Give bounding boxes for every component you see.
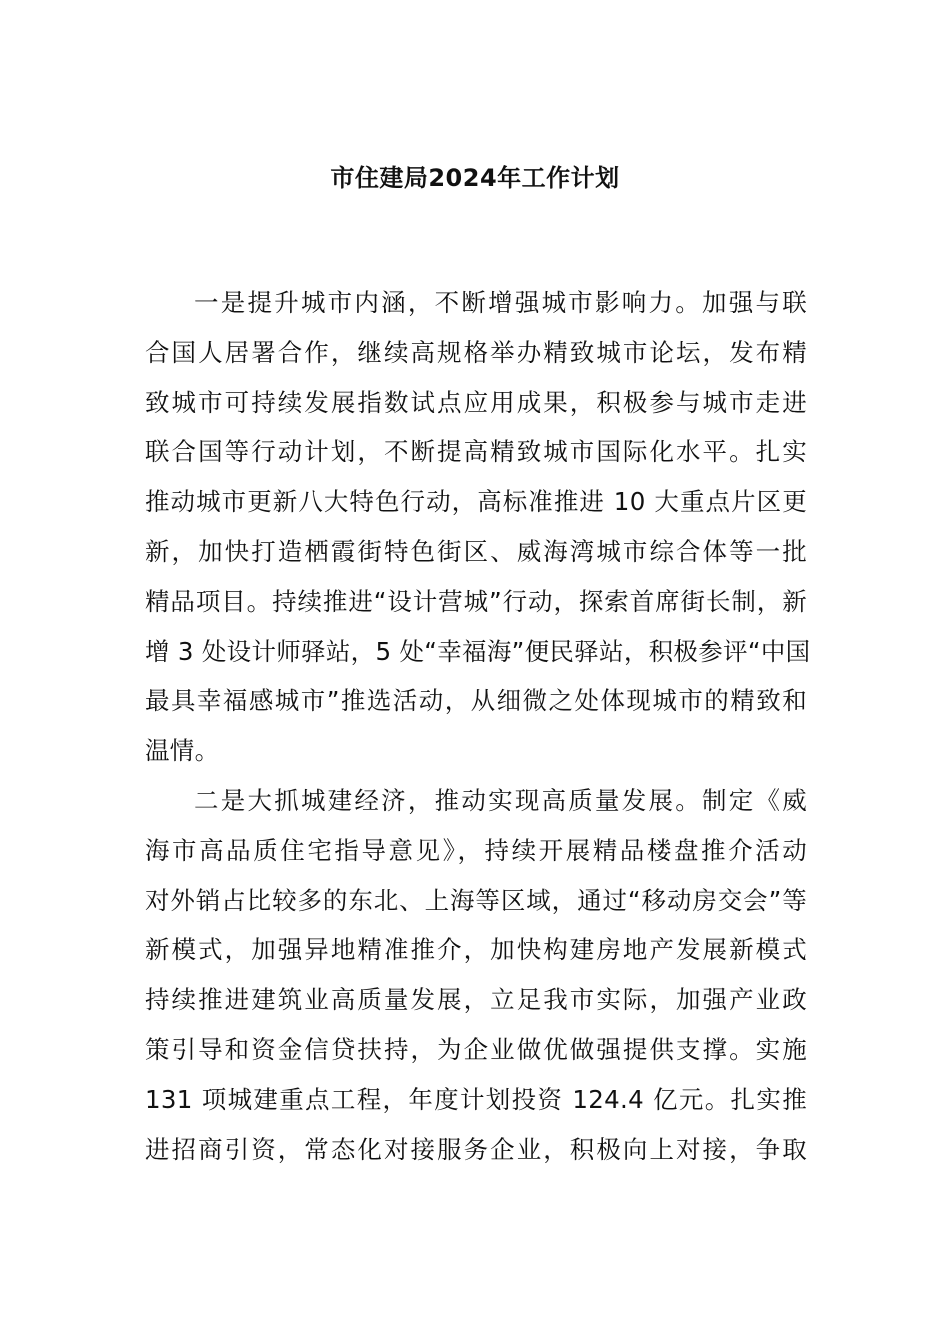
paragraph-line: 进招商引资，常态化对接服务企业，积极向上对接，争取 — [145, 1134, 807, 1164]
paragraph-line: 温情。 — [145, 736, 220, 766]
paragraph-line: 最具幸福感城市”推选活动，从细微之处体现城市的精致和 — [145, 686, 807, 716]
paragraph-line: 策引导和资金信贷扶持，为企业做优做强提供支撑。实施 — [145, 1034, 807, 1064]
paragraph-line: 海市高品质住宅指导意见》，持续开展精品楼盘推介活动 — [145, 835, 807, 865]
paragraph-line: 131 项城建重点工程，年度计划投资 124.4 亿元。扎实推 — [145, 1084, 807, 1114]
paragraph-line: 增 3 处设计师驿站，5 处“幸福海”便民驿站，积极参评“中国 — [145, 636, 811, 666]
paragraph-line: 致城市可持续发展指数试点应用成果，积极参与城市走进 — [145, 387, 807, 417]
paragraph-line: 推动城市更新八大特色行动，高标准推进 10 大重点片区更 — [145, 487, 807, 517]
paragraph-line: 持续推进建筑业高质量发展，立足我市实际，加强产业政 — [145, 985, 807, 1015]
paragraph-line: 合国人居署合作，继续高规格举办精致城市论坛，发布精 — [145, 337, 807, 367]
paragraph-line: 联合国等行动计划，不断提高精致城市国际化水平。扎实 — [145, 437, 807, 467]
document-body — [145, 278, 811, 1174]
paragraph-line: 新模式，加强异地精准推介，加快构建房地产发展新模式 — [145, 935, 807, 965]
paragraph-line: 二是大抓城建经济，推动实现高质量发展。制定《威 — [194, 785, 807, 815]
paragraph-1 — [145, 278, 811, 776]
paragraph-line: 对外销占比较多的东北、上海等区域，通过“移动房交会”等 — [145, 885, 807, 915]
paragraph-line: 一是提升城市内涵，不断增强城市影响力。加强与联 — [194, 288, 807, 317]
document-title: 市住建局2024年工作计划 — [330, 164, 620, 192]
paragraph-line: 新，加快打造栖霞街特色街区、威海湾城市综合体等一批 — [145, 536, 807, 566]
paragraph-2 — [145, 776, 807, 1174]
paragraph-line: 精品项目。持续推进“设计营城”行动，探索首席街长制，新 — [145, 586, 807, 616]
